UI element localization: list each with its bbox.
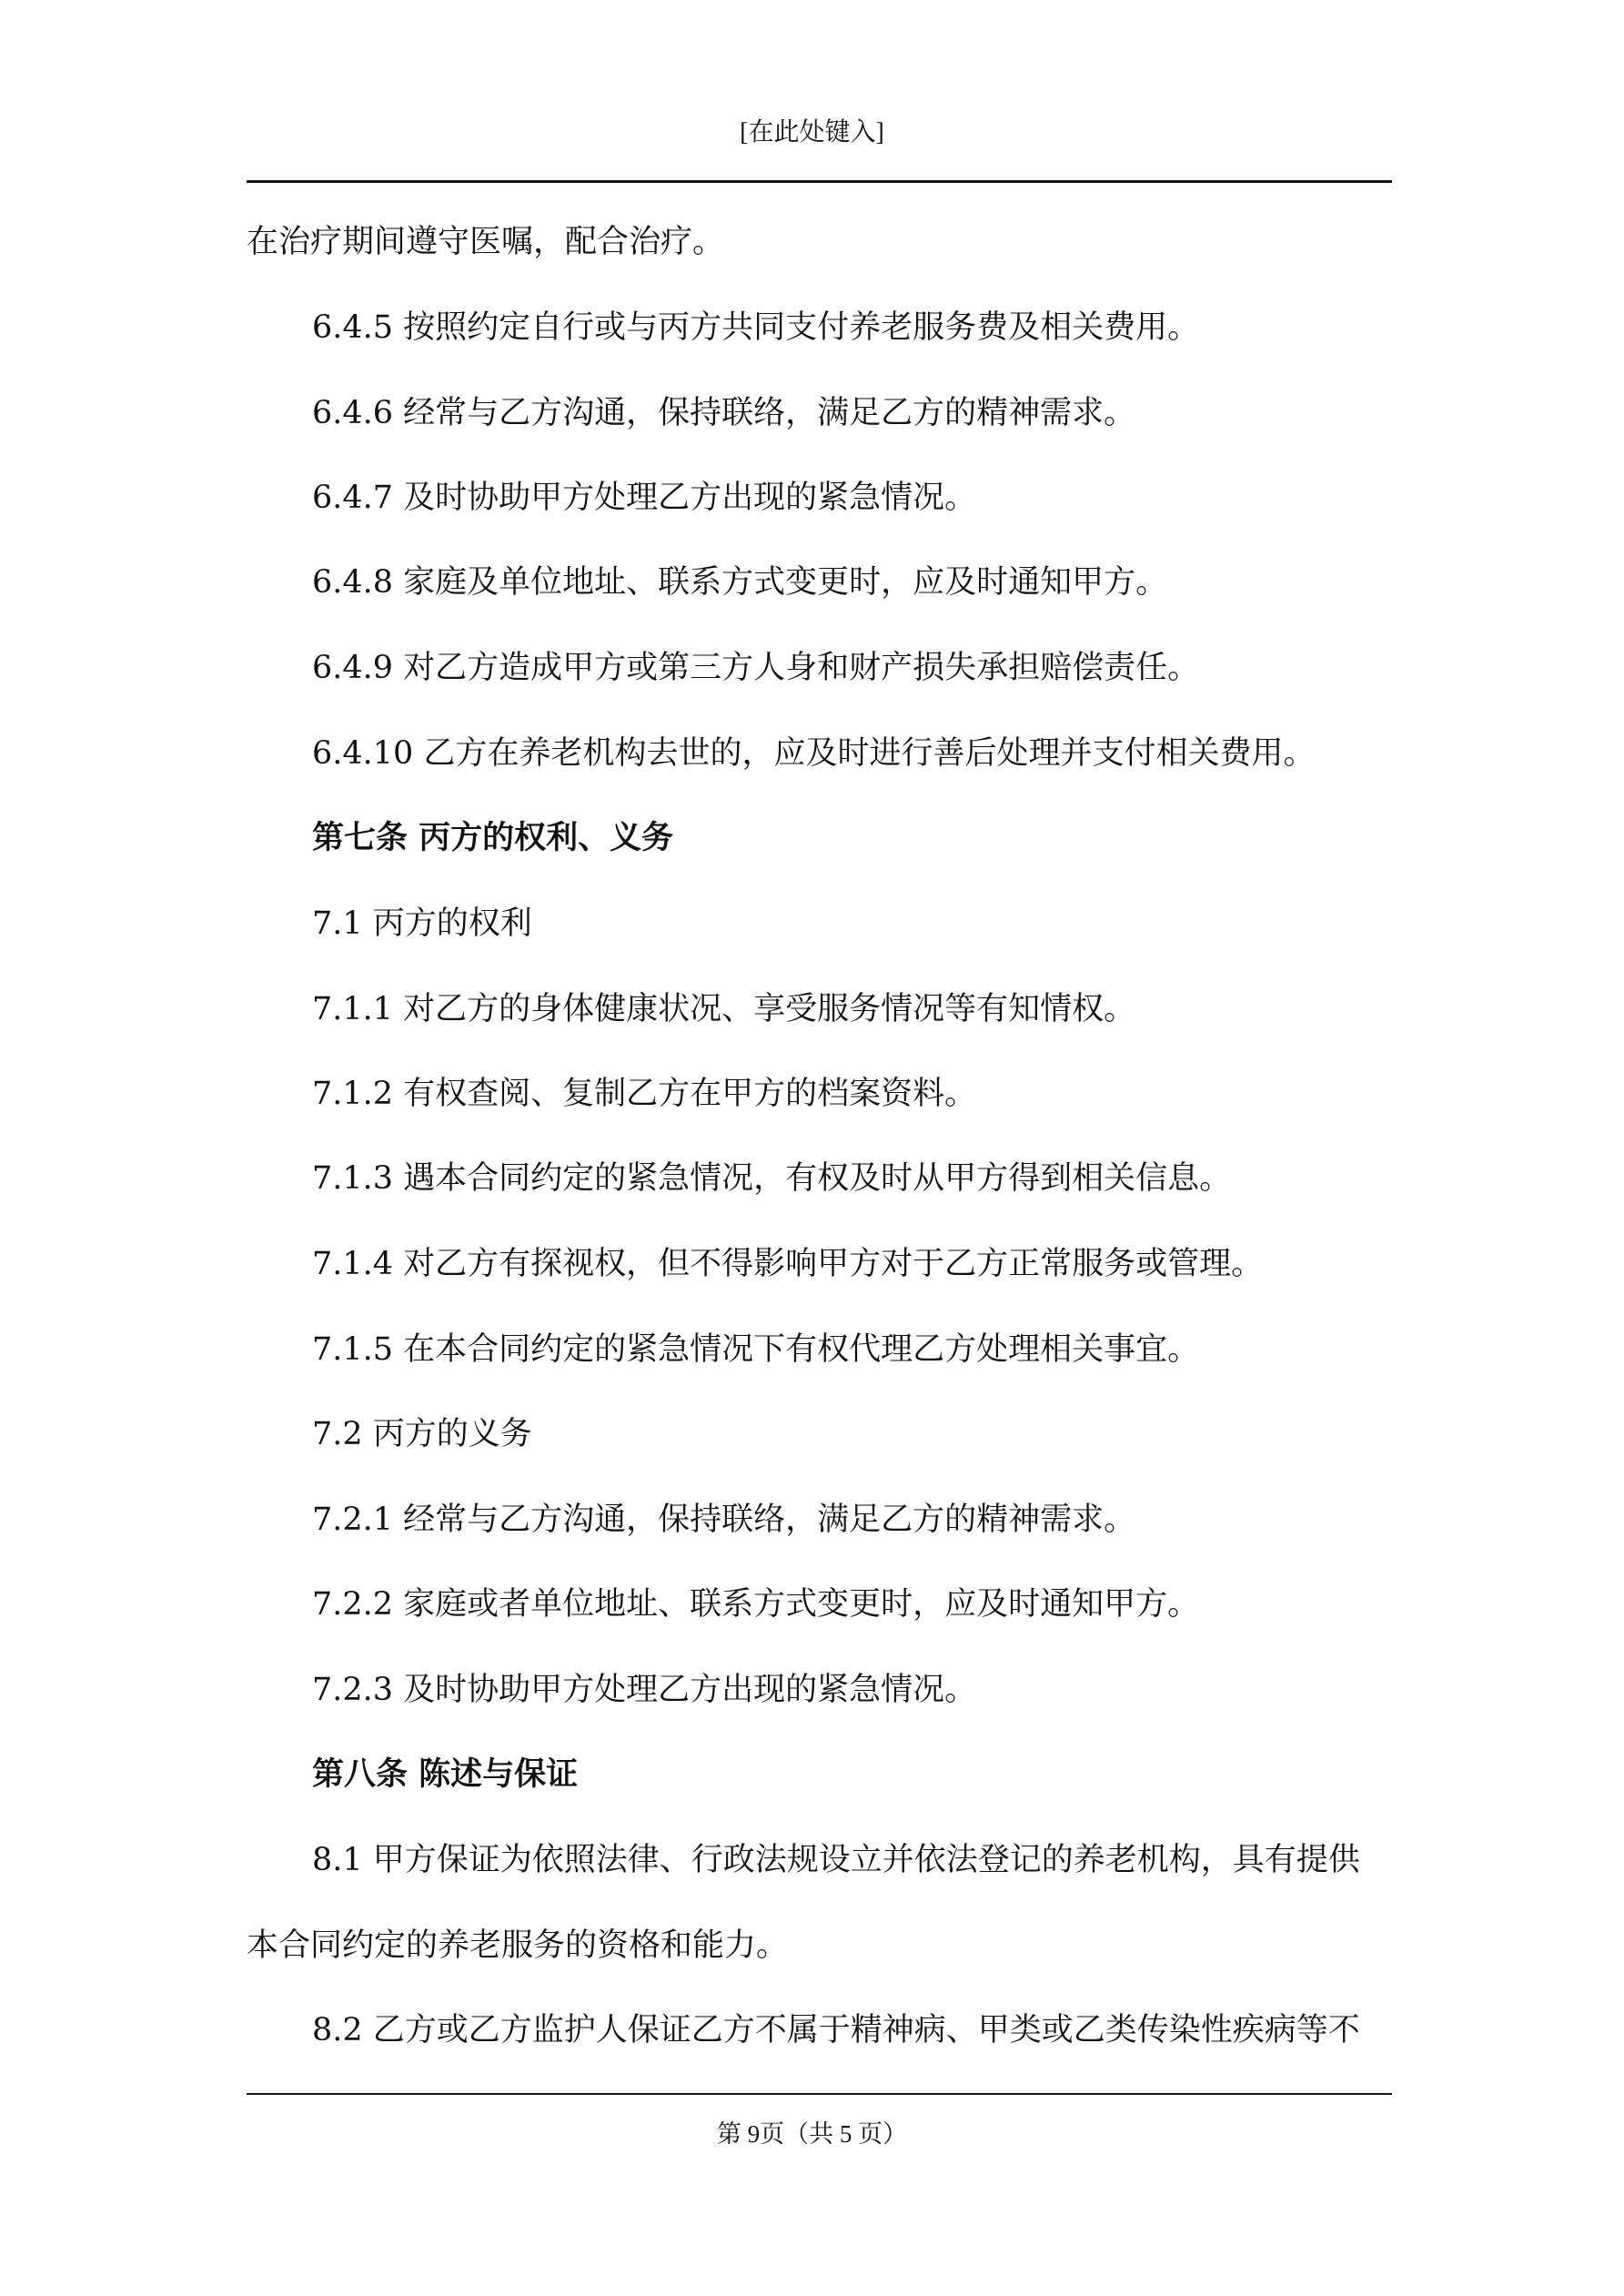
clause-8-2: 8.2 乙方或乙方监护人保证乙方不属于精神病、甲类或乙类传染性疾病等不: [312, 2012, 1360, 2048]
clause-7-2-2: 7.2.2 家庭或者单位地址、联系方式变更时，应及时通知甲方。: [312, 1586, 1200, 1623]
clause-7-1-4: 7.1.4 对乙方有探视权，但不得影响甲方对于乙方正常服务或管理。: [312, 1246, 1264, 1282]
clause-7-1-5: 7.1.5 在本合同约定的紧急情况下有权代理乙方处理相关事宜。: [312, 1331, 1200, 1368]
clause-7-1-2: 7.1.2 有权查阅、复制乙方在甲方的档案资料。: [312, 1076, 977, 1112]
clause-6-4-10: 6.4.10 乙方在养老机构去世的，应及时进行善后处理并支付相关费用。: [312, 735, 1316, 772]
article-7-heading: 第七条 丙方的权利、义务: [312, 819, 674, 856]
article-8-heading: 第八条 陈述与保证: [312, 1755, 579, 1793]
clause-6-4-9: 6.4.9 对乙方造成甲方或第三方人身和财产损失承担赔偿责任。: [312, 650, 1200, 686]
section-7-1-heading: 7.1 丙方的权利: [312, 905, 532, 942]
clause-8-1: 8.1 甲方保证为依照法律、行政法规设立并依法登记的养老机构，具有提供: [312, 1842, 1360, 1878]
header-rule: [247, 180, 1392, 183]
clause-6-4-7: 6.4.7 及时协助甲方处理乙方出现的紧急情况。: [312, 480, 977, 516]
page-header: [在此处键入]: [740, 118, 884, 147]
clause-6-4-6: 6.4.6 经常与乙方沟通，保持联络，满足乙方的精神需求。: [312, 395, 1136, 431]
clause-6-4-8: 6.4.8 家庭及单位地址、联系方式变更时，应及时通知甲方。: [312, 564, 1168, 601]
clause-8-1-continuation: 本合同约定的养老服务的资格和能力。: [247, 1927, 789, 1964]
paragraph-continuation: 在治疗期间遵守医嘱，配合治疗。: [247, 224, 725, 260]
clause-7-2-1: 7.2.1 经常与乙方沟通，保持联络，满足乙方的精神需求。: [312, 1502, 1136, 1538]
clause-7-1-3: 7.1.3 遇本合同约定的紧急情况，有权及时从甲方得到相关信息。: [312, 1160, 1232, 1197]
section-7-2-heading: 7.2 丙方的义务: [312, 1416, 532, 1452]
clause-7-1-1: 7.1.1 对乙方的身体健康状况、享受服务情况等有知情权。: [312, 991, 1136, 1027]
clause-6-4-5: 6.4.5 按照约定自行或与丙方共同支付养老服务费及相关费用。: [312, 309, 1200, 346]
footer-rule: [247, 2093, 1392, 2095]
page-footer: 第 9页（共 5 页）: [716, 2120, 908, 2148]
clause-7-2-3: 7.2.3 及时协助甲方处理乙方出现的紧急情况。: [312, 1672, 977, 1708]
